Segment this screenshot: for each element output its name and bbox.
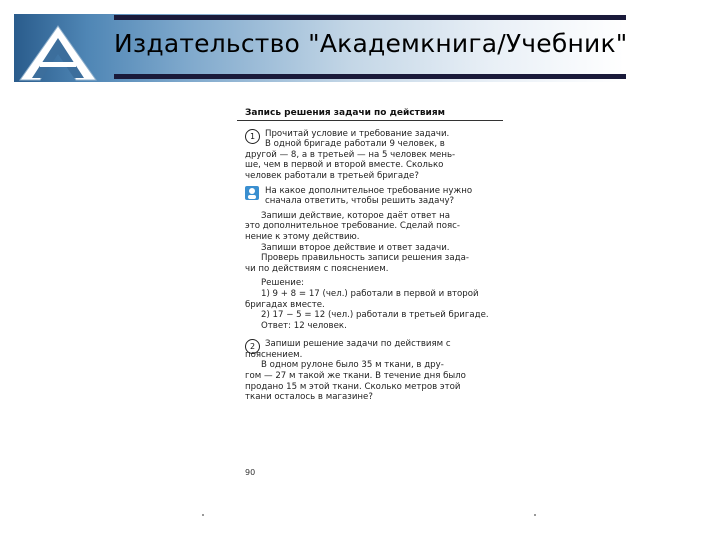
instruction-line: это дополнительное требование. Сделай пояс- bbox=[245, 221, 460, 232]
slide-header bbox=[14, 12, 714, 82]
header-top-rule bbox=[114, 15, 626, 20]
solution-answer: Ответ: 12 человек. bbox=[261, 320, 347, 331]
solution-step: 1) 9 + 8 = 17 (чел.) работали в первой и второй bbox=[261, 288, 479, 299]
solution-step: 2) 17 − 5 = 12 (чел.) работали в третьей бригаде. bbox=[261, 310, 489, 321]
corner-mark bbox=[202, 514, 204, 516]
task-line: Прочитай условие и требование задачи. bbox=[265, 128, 450, 139]
page-number: 90 bbox=[245, 468, 256, 477]
task-line: В одной бригаде работали 9 человек, в bbox=[265, 139, 445, 150]
instruction-line: нение к этому действию. bbox=[245, 231, 360, 242]
task-2 bbox=[237, 339, 511, 403]
instruction-line: Проверь правильность записи решения зада- bbox=[261, 253, 469, 264]
header-title: Издательство "Академкнига/Учебник" bbox=[114, 29, 628, 58]
question-line: сначала ответить, чтобы решить задачу? bbox=[265, 196, 455, 207]
question-line: На какое дополнительное требование нужно bbox=[265, 185, 473, 196]
solution-step: бригадах вместе. bbox=[245, 299, 325, 310]
instruction-line: чи по действиям с пояснением. bbox=[245, 263, 389, 274]
textbook-page bbox=[237, 108, 511, 488]
solution-block bbox=[237, 278, 511, 331]
task-number-badge: 1 bbox=[245, 129, 260, 144]
task-line: другой — 8, а в третьей — на 5 человек мень- bbox=[245, 149, 456, 160]
task-line: гом — 27 м такой же ткани. В течение дня было bbox=[245, 371, 466, 382]
task-line: Запиши решение задачи по действиям с bbox=[265, 339, 451, 350]
question-icon bbox=[245, 186, 259, 200]
corner-mark bbox=[534, 514, 536, 516]
instruction-line: Запиши второе действие и ответ задачи. bbox=[261, 242, 450, 253]
publisher-logo-icon bbox=[18, 24, 98, 82]
instruction-line: Запиши действие, которое даёт ответ на bbox=[261, 210, 451, 221]
page-heading: Запись решения задачи по действиям bbox=[237, 108, 503, 121]
instructions-block bbox=[237, 211, 511, 275]
task-line: продано 15 м этой ткани. Сколько метров этой bbox=[245, 381, 461, 392]
question-block bbox=[237, 186, 511, 207]
task-number-badge: 2 bbox=[245, 339, 260, 354]
task-line: ше, чем в первой и второй вместе. Сколько bbox=[245, 160, 444, 171]
task-line: пояснением. bbox=[245, 349, 303, 360]
task-line: ткани осталось в магазине? bbox=[245, 392, 373, 403]
header-bottom-rule bbox=[114, 74, 626, 79]
task-1 bbox=[237, 129, 511, 182]
task-line: В одном рулоне было 35 м ткани, в дру- bbox=[261, 360, 444, 371]
solution-label: Решение: bbox=[261, 278, 305, 289]
task-line: человек работали в третьей бригаде? bbox=[245, 170, 419, 181]
